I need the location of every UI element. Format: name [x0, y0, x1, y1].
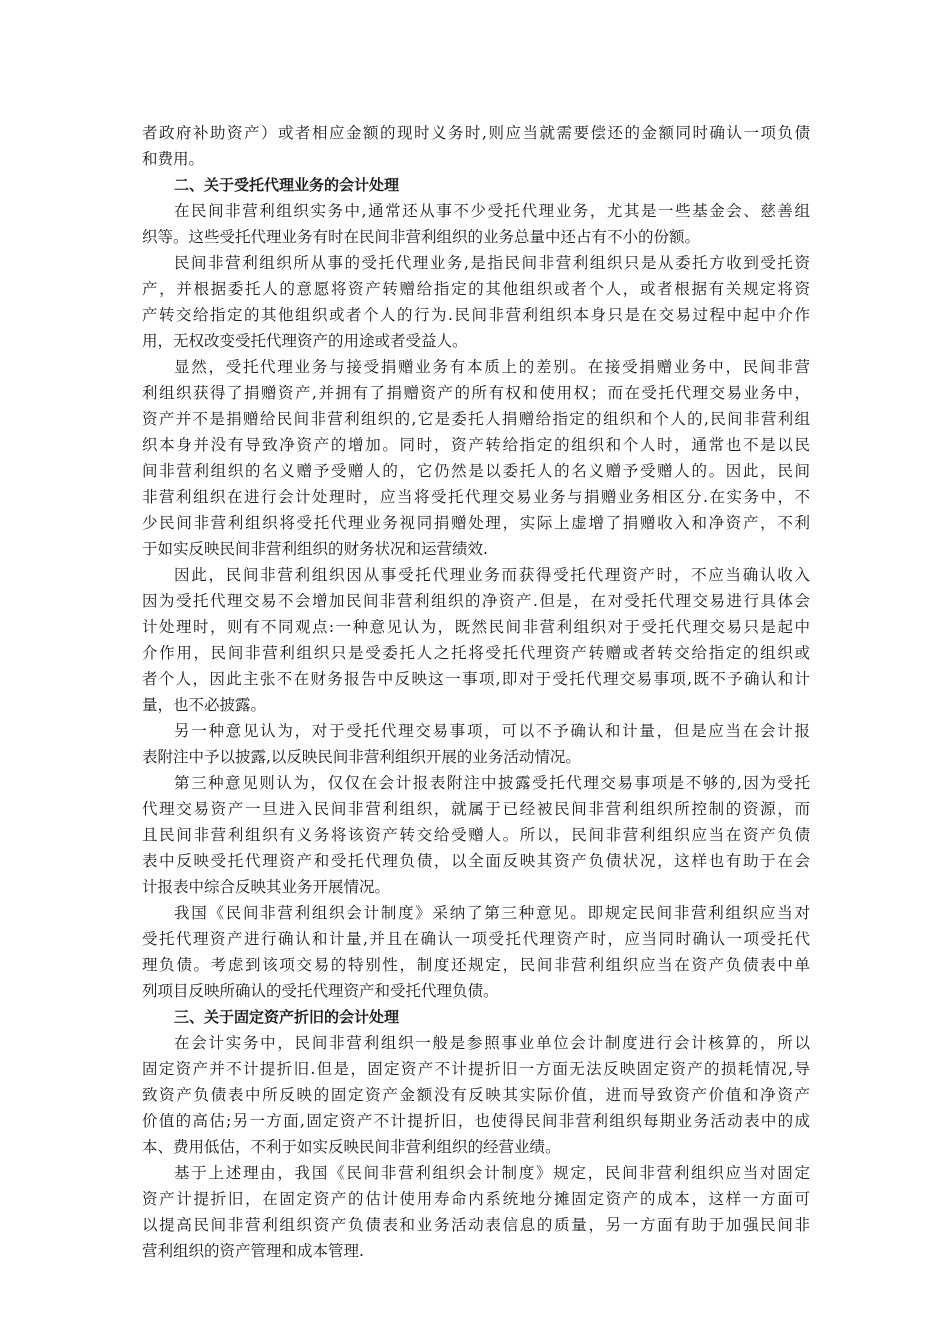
- paragraph: [142, 562, 810, 718]
- paragraph: [142, 770, 810, 900]
- paragraph-line: 表中反映受托代理资产和受托代理负债，以全面反映其资产负债状况，这样也有助于在会: [142, 852, 810, 870]
- paragraph-line: 用，无权改变受托代理资产的用途或者受益人。: [142, 332, 468, 350]
- paragraph-line: 基于上述理由，我国《民间非营利组织会计制度》规定，民间非营利组织应当对固定: [174, 1164, 810, 1182]
- paragraph: [142, 198, 810, 250]
- paragraph-line: 产转交给指定的其他组织或者个人的行为.民间非营利组织本身只是在交易过程中起中介作: [142, 306, 810, 324]
- paragraph-line: 列项目反映所确认的受托代理资产和受托代理负债。: [142, 982, 499, 1000]
- paragraph: [142, 250, 810, 354]
- paragraph-line: 介作用，民间非营利组织只是受委托人之托将受托代理资产转赠或者转交给指定的组织或: [142, 644, 810, 662]
- paragraph-line: 织等。这些受托代理业务有时在民间非营利组织的业务总量中还占有不小的份额。: [142, 228, 701, 246]
- paragraph: [142, 1160, 810, 1264]
- paragraph-line: 织本身并没有导致净资产的增加。同时，资产转给指定的组织和个人时，通常也不是以民: [142, 436, 810, 454]
- paragraph-line: 价值的高估;另一方面,固定资产不计提折旧，也使得民间非营利组织每期业务活动表中的成: [142, 1112, 810, 1130]
- paragraph-line: 致资产负债表中所反映的固定资产金额没有反映其实际价值，进而导致资产价值和净资产: [142, 1086, 810, 1104]
- heading-text: 三、关于固定资产折旧的会计处理: [174, 1008, 400, 1026]
- paragraph-line: 理负债。考虑到该项交易的特别性，制度还规定，民间非营利组织应当在资产负债表中单: [142, 956, 810, 974]
- paragraph-line: 者个人，因此主张不在财务报告中反映这一事项,即对于受托代理交易事项,既不予确认和计: [142, 670, 810, 688]
- paragraph-line: 民间非营利组织所从事的受托代理业务,是指民间非营利组织只是从委托方收到受托资: [174, 254, 810, 272]
- paragraph-line: 我国《民间非营利组织会计制度》采纳了第三种意见。即规定民间非营利组织应当对: [174, 904, 810, 922]
- paragraph: [142, 718, 810, 770]
- paragraph-line: 计处理时，则有不同观点:一种意见认为，既然民间非营利组织对于受托代理交易只是起中: [142, 618, 810, 636]
- paragraph-line: 间非营利组织的名义赠予受赠人的，它仍然是以委托人的名义赠予受赠人的。因此，民间: [142, 462, 810, 480]
- paragraph-line: 固定资产并不计提折旧.但是，固定资产不计提折旧一方面无法反映固定资产的损耗情况,导: [142, 1060, 810, 1078]
- paragraph-line: 以提高民间非营利组织资产负债表和业务活动表信息的质量，另一方面有助于加强民间非: [142, 1216, 810, 1234]
- paragraph-line: 因为受托代理交易不会增加民间非营利组织的净资产.但是，在对受托代理交易进行具体会: [142, 592, 810, 610]
- document-body: [142, 120, 810, 1264]
- paragraph-line: 利组织获得了捐赠资产,并拥有了捐赠资产的所有权和使用权；而在受托代理交易业务中，: [142, 384, 810, 402]
- paragraph-line: 在民间非营利组织实务中,通常还从事不少受托代理业务，尤其是一些基金会、慈善组: [174, 202, 810, 220]
- paragraph-line: 另一种意见认为，对于受托代理交易事项，可以不予确认和计量，但是应当在会计报: [174, 722, 810, 740]
- paragraph-line: 营利组织的资产管理和成本管理.: [142, 1242, 364, 1260]
- paragraph-line: 显然，受托代理业务与接受捐赠业务有本质上的差别。在接受捐赠业务中，民间非营: [174, 358, 810, 376]
- paragraph-line: 表附注中予以披露,以反映民间非营利组织开展的业务活动情况。: [142, 748, 581, 766]
- section-heading: [142, 1004, 810, 1030]
- paragraph-line: 在会计实务中，民间非营利组织一般是参照事业单位会计制度进行会计核算的，所以: [174, 1034, 810, 1052]
- paragraph-line: 非营利组织在进行会计处理时，应当将受托代理交易业务与捐赠业务相区分.在实务中，不: [142, 488, 810, 506]
- paragraph: [142, 1030, 810, 1160]
- paragraph-line: 少民间非营利组织将受托代理业务视同捐赠处理，实际上虚增了捐赠收入和净资产，不利: [142, 514, 810, 532]
- paragraph-line: 计报表中综合反映其业务开展情况。: [142, 878, 391, 896]
- paragraph-line: 受托代理资产进行确认和计量,并且在确认一项受托代理资产时，应当同时确认一项受托代: [142, 930, 810, 948]
- paragraph-line: 本、费用低估，不利于如实反映民间非营利组织的经营业绩。: [142, 1138, 561, 1156]
- paragraph-line: 且民间非营利组织有义务将该资产转交给受赠人。所以，民间非营利组织应当在资产负债: [142, 826, 810, 844]
- paragraph-line: 资产并不是捐赠给民间非营利组织的,它是委托人捐赠给指定的组织和个人的,民间非营利组: [142, 410, 810, 428]
- heading-text: 二、关于受托代理业务的会计处理: [174, 176, 400, 194]
- paragraph-line: 第三种意见则认为，仅仅在会计报表附注中披露受托代理交易事项是不够的,因为受托: [174, 774, 810, 792]
- paragraph: [142, 354, 810, 562]
- paragraph: [142, 120, 810, 172]
- paragraph-line: 资产计提折旧，在固定资产的估计使用寿命内系统地分摊固定资产的成本，这样一方面可: [142, 1190, 810, 1208]
- paragraph-line: 代理交易资产一旦进入民间非营利组织，就属于已经被民间非营利组织所控制的资源，而: [142, 800, 810, 818]
- section-heading: [142, 172, 810, 198]
- paragraph-line: 和费用。: [142, 150, 205, 168]
- paragraph-line: 于如实反映民间非营利组织的财务状况和运营绩效.: [142, 540, 488, 558]
- paragraph-line: 量，也不必披露。: [142, 696, 267, 714]
- paragraph: [142, 900, 810, 1004]
- paragraph-line: 产，并根据委托人的意愿将资产转赠给指定的其他组织或者个人，或者根据有关规定将资: [142, 280, 810, 298]
- paragraph-line: 者政府补助资产）或者相应金额的现时义务时,则应当就需要偿还的金额同时确认一项负债: [142, 124, 810, 142]
- paragraph-line: 因此，民间非营利组织因从事受托代理业务而获得受托代理资产时，不应当确认收入: [174, 566, 810, 584]
